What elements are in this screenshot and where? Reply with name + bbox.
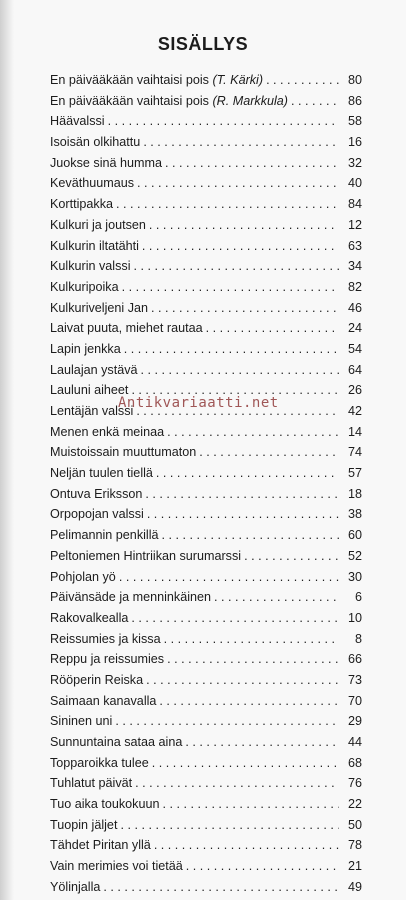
song-title <box>50 111 105 132</box>
page-number: 50 <box>347 817 362 832</box>
song-title-text: Menen enkä meinaa <box>50 424 165 439</box>
page-number: 21 <box>347 859 362 874</box>
toc-entry <box>50 877 362 898</box>
dot-leader <box>185 732 339 753</box>
toc-entry <box>50 567 362 588</box>
dot-leader <box>146 670 339 691</box>
page-number: 82 <box>347 279 362 294</box>
song-title <box>50 691 156 712</box>
song-composer-note: (T. Kärki) <box>212 73 264 87</box>
song-title-text: Tuopin jäljet <box>50 817 118 832</box>
song-title-text: Tähdet Piritan yllä <box>50 838 151 853</box>
dot-leader <box>186 856 339 877</box>
song-title <box>50 236 139 257</box>
song-title <box>50 753 149 774</box>
song-title-text: Rööperin Reiska <box>50 672 144 687</box>
page-number: 78 <box>347 838 362 853</box>
toc-entry <box>50 587 362 608</box>
song-title-text: Ontuva Eriksson <box>50 486 143 501</box>
toc-entry <box>50 649 362 670</box>
dot-leader <box>108 111 339 132</box>
song-title-text: Pelimannin penkillä <box>50 528 159 543</box>
song-title-text: Kulkuriveljeni Jan <box>50 300 149 315</box>
dot-leader <box>119 567 339 588</box>
song-title <box>50 711 112 732</box>
song-title <box>50 70 263 91</box>
toc-entry <box>50 794 362 815</box>
page-number: 84 <box>347 197 362 212</box>
page-number: 49 <box>347 879 362 894</box>
page-number: 74 <box>347 445 362 460</box>
page-number: 46 <box>347 300 362 315</box>
song-title-text: En päivääkään vaihtaisi pois <box>50 93 209 108</box>
song-title <box>50 215 146 236</box>
toc-entry <box>50 422 362 443</box>
toc-entry <box>50 856 362 877</box>
dot-leader <box>167 422 339 443</box>
song-title <box>50 525 159 546</box>
page-number: 40 <box>347 176 362 191</box>
dot-leader <box>147 504 339 525</box>
toc-entry <box>50 463 362 484</box>
dot-leader <box>120 815 339 836</box>
page-number: 32 <box>347 155 362 170</box>
dot-leader <box>199 442 339 463</box>
dot-leader <box>206 318 339 339</box>
song-title <box>50 442 196 463</box>
page-number: 60 <box>347 528 362 543</box>
page-number: 70 <box>347 693 362 708</box>
song-title-text: Lapin jenkka <box>50 341 121 356</box>
song-title-text: Sunnuntaina sataa aina <box>50 735 183 749</box>
dot-leader <box>154 835 339 856</box>
toc-entry <box>50 215 362 236</box>
toc-entry <box>50 670 362 691</box>
toc-entry <box>50 91 362 112</box>
dot-leader <box>142 236 339 257</box>
song-title-text: En päivääkään vaihtaisi pois <box>50 73 209 87</box>
page-number: 24 <box>347 321 362 336</box>
toc-entry <box>50 504 362 525</box>
song-title <box>50 608 128 629</box>
song-title <box>50 629 161 650</box>
dot-leader <box>149 215 339 236</box>
page-number: 30 <box>347 569 362 584</box>
song-title <box>50 132 140 153</box>
song-title <box>50 194 113 215</box>
song-title-text: Sininen uni <box>50 714 113 729</box>
song-title <box>50 773 132 794</box>
song-title <box>50 298 148 319</box>
dot-leader <box>116 194 339 215</box>
dot-leader <box>266 70 339 91</box>
song-title <box>50 277 119 298</box>
page-number: 8 <box>354 631 362 646</box>
dot-leader <box>162 525 339 546</box>
toc-entry <box>50 753 362 774</box>
toc-entry <box>50 256 362 277</box>
page-number: 57 <box>347 466 362 481</box>
page-number: 29 <box>347 714 362 729</box>
dot-leader <box>124 339 339 360</box>
page-number: 64 <box>347 362 362 377</box>
dot-leader <box>134 256 340 277</box>
dot-leader <box>156 463 339 484</box>
page-number: 66 <box>347 652 362 667</box>
table-of-contents <box>50 70 362 898</box>
song-title <box>50 649 164 670</box>
song-title-text: Kulkuripoika <box>50 279 119 294</box>
page-number: 86 <box>347 93 362 108</box>
song-title-text: Reppu ja reissumies <box>50 652 165 667</box>
song-title-text: Kulkuri ja joutsen <box>50 217 146 232</box>
page-title: SISÄLLYS <box>157 34 249 54</box>
toc-entry <box>50 277 362 298</box>
page-number: 80 <box>347 73 362 87</box>
page-number: 54 <box>347 341 362 356</box>
page-number: 38 <box>347 507 362 522</box>
song-title-text: Tuhlatut päivät <box>50 776 133 791</box>
toc-entry <box>50 732 362 753</box>
dot-leader <box>145 484 339 505</box>
song-title <box>50 587 211 608</box>
song-title <box>50 339 121 360</box>
page-number: 52 <box>347 548 362 563</box>
page-number: 42 <box>347 404 362 418</box>
toc-entry <box>50 691 362 712</box>
song-title-text: Pohjolan yö <box>50 569 116 584</box>
song-title <box>50 318 203 339</box>
toc-entry <box>50 525 362 546</box>
song-title <box>50 732 182 753</box>
song-title-text: Kulkurin iltatähti <box>50 238 139 253</box>
song-title <box>50 815 117 836</box>
toc-entry <box>50 298 362 319</box>
toc-entry <box>50 339 362 360</box>
song-title-text: Kulkurin valssi <box>50 259 131 274</box>
toc-entry <box>50 835 362 856</box>
song-title-text: Häävalssi <box>50 114 105 129</box>
song-title <box>50 504 144 525</box>
song-title <box>50 256 131 277</box>
dot-leader <box>115 711 339 732</box>
song-title-text: Laulajan ystävä <box>50 362 138 377</box>
toc-entry <box>50 815 362 836</box>
song-title <box>50 546 241 567</box>
song-title-text: Saimaan kanavalla <box>50 693 157 708</box>
toc-entry <box>50 711 362 732</box>
toc-entry <box>50 111 362 132</box>
watermark: Antikvariaatti.net <box>118 395 279 411</box>
dot-leader <box>103 877 339 898</box>
page-number: 68 <box>347 755 362 770</box>
dot-leader <box>131 608 339 629</box>
toc-entry <box>50 318 362 339</box>
song-title-text: Juokse sinä humma <box>50 155 162 170</box>
page-number: 44 <box>347 735 362 749</box>
dot-leader <box>122 277 339 298</box>
toc-entry <box>50 773 362 794</box>
dot-leader <box>159 691 339 712</box>
page-number: 73 <box>347 672 362 687</box>
song-title-text: Tuo aika toukokuun <box>50 797 160 812</box>
dot-leader <box>164 629 339 650</box>
toc-entry <box>50 360 362 381</box>
dot-leader <box>137 173 339 194</box>
toc-entry <box>50 629 362 650</box>
dot-leader <box>151 298 339 319</box>
toc-entry <box>50 173 362 194</box>
song-title <box>50 794 159 815</box>
song-title-text: Topparoikka tulee <box>50 755 149 770</box>
page-number: 18 <box>347 486 362 501</box>
dot-leader <box>141 360 339 381</box>
song-title-text: Laivat puuta, miehet rautaa <box>50 321 203 336</box>
page-number: 14 <box>347 424 362 439</box>
song-title <box>50 463 153 484</box>
toc-entry <box>50 153 362 174</box>
song-title <box>50 567 116 588</box>
song-title <box>50 856 183 877</box>
song-title-text: Lentäjän valssi <box>50 404 134 418</box>
song-title-text: Isoisän olkihattu <box>50 135 141 150</box>
song-title-text: Neljän tuulen tiellä <box>50 466 153 481</box>
page-number: 16 <box>347 135 362 150</box>
toc-entry <box>50 236 362 257</box>
dot-leader <box>291 91 339 112</box>
song-title-text: Muistoissain muuttumaton <box>50 445 197 460</box>
dot-leader <box>167 649 339 670</box>
page-number: 76 <box>347 776 362 791</box>
song-title <box>50 360 138 381</box>
song-title-text: Yölinjalla <box>50 879 101 894</box>
song-title-text: Päivänsäde ja menninkäinen <box>50 590 212 605</box>
page-number: 22 <box>347 797 362 812</box>
song-title-text: Reissumies ja kissa <box>50 631 161 646</box>
dot-leader <box>162 794 339 815</box>
dot-leader <box>244 546 339 567</box>
dot-leader <box>143 132 339 153</box>
song-title <box>50 422 164 443</box>
song-title-text: Peltoniemen Hintriikan surumarssi <box>50 548 242 563</box>
page-number: 12 <box>347 217 362 232</box>
dot-leader <box>214 587 339 608</box>
toc-entry <box>50 484 362 505</box>
page-number: 6 <box>354 590 362 605</box>
song-title-text: Korttipakka <box>50 197 113 212</box>
song-title-text: Orpopojan valssi <box>50 507 144 522</box>
toc-entry <box>50 442 362 463</box>
page-number: 10 <box>347 610 362 625</box>
song-composer-note: (R. Markkula) <box>212 93 289 108</box>
dot-leader <box>135 773 339 794</box>
song-title <box>50 380 128 401</box>
page-number: 63 <box>347 238 362 253</box>
page-edge-shadow <box>0 0 14 900</box>
song-title-text: Keväthuumaus <box>50 176 135 191</box>
song-title-text: Rakovalkealla <box>50 610 129 625</box>
song-title-text: Vain merimies voi tietää <box>50 859 183 874</box>
toc-entry <box>50 132 362 153</box>
toc-entry <box>50 608 362 629</box>
song-title <box>50 153 162 174</box>
song-title <box>50 877 100 898</box>
toc-entry <box>50 70 362 91</box>
page-number: 58 <box>347 114 362 129</box>
page-number: 26 <box>347 383 362 398</box>
dot-leader <box>165 153 339 174</box>
song-title <box>50 484 142 505</box>
song-title-text: Lauluni aiheet <box>50 383 129 398</box>
dot-leader <box>152 753 339 774</box>
toc-entry <box>50 546 362 567</box>
song-title <box>50 91 288 112</box>
song-title <box>50 670 143 691</box>
page-number: 34 <box>347 259 362 274</box>
toc-entry <box>50 194 362 215</box>
song-title <box>50 173 134 194</box>
song-title <box>50 835 151 856</box>
